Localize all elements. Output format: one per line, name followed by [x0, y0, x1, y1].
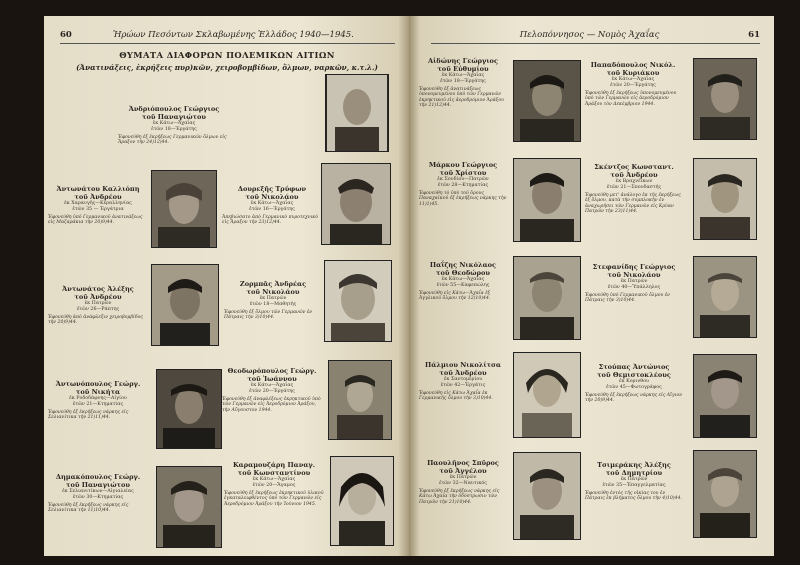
portrait-photo [330, 456, 394, 546]
right-running-head [431, 30, 760, 44]
entry-1 [48, 186, 148, 226]
entry-place: ἐκ Κάτω—Ἀχαΐας [441, 277, 485, 283]
entry-description: Ἐφονεύθη ἐξ ἐκρήξεως νάρκης εἰς Κάτω Ἀχαΐα τὴν ὁδόστρωσιν τῶν Πατρῶν τὴν 21)10)44. [419, 488, 500, 505]
entry-place: ἐκ Σουδίου—Πατρῶν [437, 177, 489, 183]
entry-age: ἐτῶν 45—Φωτογράφος [606, 384, 662, 390]
entry-age: ἐτῶν 16—Ἐργάτης [249, 206, 295, 212]
portrait-photo [324, 260, 392, 342]
entry-father: τοῦ Νικήτα [75, 387, 121, 396]
entry-age: ἐτῶν 18—Ἐργάτης [151, 126, 197, 132]
entry-father: τοῦ Ἀνδρέου [439, 368, 487, 377]
entry-description: Ἐφονεύθη ἐξ ἐκρήξεως Γερμανικῶν ὅλμων εἰς Ἄραξον τὴν 24)12)44. [118, 134, 227, 146]
entry-age: ἐτῶν 20—Ἐργάτης [249, 388, 295, 394]
entry-place: ἐκ Πατρῶν [620, 477, 648, 483]
portrait-photo [513, 256, 581, 340]
entry-father: τοῦ Κυριάκου [606, 68, 660, 77]
entry-r0 [419, 58, 507, 109]
entry-place: ἐκ Σελιανιτίκων—Αἰγιαλείας [62, 489, 134, 495]
entry-name: Παΐζης Νικόλαος [429, 261, 497, 269]
entry-father: τοῦ Ἀνδρέου [610, 170, 658, 179]
portrait-photo [328, 360, 392, 440]
entry-age: ἐτῶν 30—Κτηματίας [72, 494, 124, 500]
entry-r9 [585, 462, 683, 502]
entry-2 [222, 186, 322, 226]
entry-r1 [585, 62, 681, 107]
entry-name: Μάρκου Γεώργιος [428, 161, 498, 169]
entry-description: Ἐφονεύθη ἐντὸς τῆς οἰκίας του ἐν Πάτραις ἐκ βλήματος ὄλμου τὴν 4)10)44. [585, 490, 682, 502]
portrait-photo [513, 60, 581, 142]
entry-father: τοῦ Ἀγγέλου [439, 466, 487, 475]
entry-father: τοῦ Δημητρίου [605, 468, 663, 477]
entry-place: ἐκ Κορινθου [619, 379, 649, 385]
entry-r6 [419, 362, 507, 402]
entry-father: τοῦ Νικολάου [245, 192, 299, 201]
entry-name: Δουρεξῆς Τρύφων [237, 185, 307, 193]
entry-description: Ἐφονεύθη ὑπὸ Γερμανικοῦ ἀνατινάξεως εἰς Μαζαράκια τὴν 20)9)44. [48, 214, 143, 226]
entry-age: ἐτῶν 55—Καφεπώλης [436, 282, 490, 288]
entry-r3 [585, 164, 683, 215]
entry-place: ἐκ Κάτω—Ἀχαΐας [611, 77, 655, 83]
entry-father: τοῦ Ἰωάννου [247, 374, 297, 383]
entry-description: Ἀπεβιώσατο ἀπὸ Γερμανικὸ πυροτεχνικὸ εἰς Ἄραξον τὴν 23)12)44. [222, 214, 319, 226]
entry-father: τοῦ Παναγιώτου [142, 112, 206, 121]
entry-description: Ἐφονεύθη ἐξ ἐκρήξεως ἐκρηκτικοῦ ὑλικοῦ ἐγκαταλειφθέντος ὑπὸ τῶν Γερμανῶν εἰς Ἀεροδρόμιον Ἀράξου τὴν Ἰούνιον 1945. [224, 490, 324, 507]
entry-description: Ἐφονεύθη ὑπὸ Γερμανικοῦ ὄλμου ἐν Πάτραις τὴν 3)10)44. [585, 292, 670, 304]
portrait-photo [325, 74, 389, 152]
entry-name: Τσιμεράκης Ἀλέξης [597, 461, 671, 469]
entry-0 [118, 106, 230, 146]
entry-age: ἐτῶν 42—Ἐργάτις [440, 382, 486, 388]
entry-description: Ἐφονεύθη ἐξ ἐκρήξεως νάρκης εἰς Σελιανίτικα τὴν 11)10)44. [48, 502, 129, 514]
entry-6 [222, 368, 322, 413]
portrait-photo [156, 466, 222, 548]
entry-description: Ἐφονεύθη ἐξ ὄλμου τῶν Γερμανῶν ἐν Πάτραις τὴν 3)10)44. [224, 309, 313, 321]
right-running-title: Πελοπόννησος — Νομὸς Ἀχαΐας [519, 30, 660, 40]
portrait-photo [693, 158, 757, 240]
entry-description: Ἐφονεύθη τὸ ὑπὸ τοῦ ὅρους Παναχαϊκοῦ ἐξ ἐκρήξεως νάρκης τὴν 11)1)45. [419, 190, 507, 207]
portrait-photo [151, 170, 217, 248]
left-page [44, 16, 409, 556]
entry-age: ἐτῶν 20—Ἄγαμος [252, 482, 296, 488]
entry-father: τοῦ Εὐθυμίου [437, 64, 489, 73]
portrait-photo [151, 264, 219, 346]
portrait-photo [513, 158, 581, 242]
entry-description: Ἐφονεύθη εἰς Κάτω—Ἀχαΐα ἐξ Ἀγγλικοῦ ὄλμου τὴν 12)10)44. [419, 290, 491, 302]
entry-r5 [585, 264, 683, 304]
entry-place: ἐκ Χαραυγῆς—Κεραλληνίας [64, 201, 132, 207]
entry-place: ἐκ Σαντομερίου [443, 377, 483, 383]
entry-age: ἐτῶν 18—Μαθητής [249, 301, 297, 307]
portrait-photo [693, 354, 757, 438]
entry-description: Ἐφονεύθη εἰς Κάτω Ἀχαΐα ἐκ Γερμανικῆς ὄλμου τὴν 3)10)44. [419, 390, 493, 402]
book-spread [44, 16, 774, 556]
entry-name: Θεοδωρόπουλος Γεώργ. [227, 367, 317, 375]
entry-r2 [419, 162, 507, 207]
right-page-number: 61 [748, 30, 760, 40]
entry-name: Δημακόπουλος Γεώργ. [55, 473, 141, 481]
entry-place: ἐκ Κάτω—Ἀχαΐας [252, 477, 296, 483]
entry-name: Ἀντωνάτου Καλλιόπη [56, 185, 140, 193]
entry-place: ἐκ Πατρῶν [259, 296, 287, 302]
entry-age: ἐτῶν 21—Κτηματίας [72, 401, 124, 407]
entry-description: Ἐφονεύθη ἐξ ἐκρήξεως νάρκης εἰς Σελιανίτικα τὴν 21)11)44. [48, 409, 129, 421]
entry-name: Στούπας Ἀντώνιος [598, 363, 670, 371]
entry-5 [48, 381, 148, 421]
entry-father: τοῦ Ἀνδρέου [74, 292, 122, 301]
entry-name: Ἀντωνόπουλος Γεώργ. [55, 380, 141, 388]
entry-age: ἐτῶν 32—Ναυτικός [439, 480, 487, 486]
entry-place: ἐκ Πατρῶν [620, 279, 648, 285]
entry-name: Καραμουζάρη Παναγ. [232, 461, 316, 469]
entry-father: τοῦ Θεοδώρου [436, 268, 490, 277]
entry-father: τοῦ Χρίστου [439, 168, 487, 177]
entry-place: ἐκ Κάτω—Ἀχαΐας [250, 383, 294, 389]
entry-description: Ἐφονεύθη ἐξ ἀναφλέξεως ἐκρηκτικοῦ ὑπὸ τῶν Γερμανῶν εἰς Ἀεροδρόμιον Ἀράξου, τὴν Αὔγουστον 1944. [222, 396, 321, 413]
entry-name: Ζορμπᾶς Ἀνδρέας [239, 280, 307, 288]
entry-age: ἐτῶν 35—Ἐπαγγελματίας [602, 482, 666, 488]
entry-description: Ἐφονεύθη μετ' ἀνάλογο ἐκ τῆς ἐκρήξεως ἐξ ὄλμου, κατὰ τὴν συμπλοκὴν ἐν ἀναχωρήσει τῶν Γερμανῶν εἰς Κρύαν Πατρῶν τὴν 23)11)44. [585, 192, 681, 215]
entry-age: ἐτῶν 21—Σπουδαστής [606, 184, 662, 190]
entry-place: ἐκ Κάτω—Ἀχαΐας [441, 73, 485, 79]
entry-place: ἐκ Πατρῶν [84, 301, 112, 307]
entry-name: Ἀντωνάτος Ἀλέξης [62, 285, 134, 293]
portrait-photo [513, 352, 581, 438]
entry-father: τοῦ Νικολάου [246, 287, 300, 296]
entry-place: ἐκ Ροδοδάφνης—Αἰγίου [69, 396, 127, 402]
entry-description: Ἐφονεύθη ἐξ ἐκρήξεως νάρκης εἰς Αἴγιον τὴν 20)9)44. [585, 392, 683, 404]
entry-place: ἐκ Κάτω—Ἀχαΐας [250, 201, 294, 207]
entry-father: τοῦ Νικολάου [607, 270, 661, 279]
entry-age: ἐτῶν 18—Ἐργάτης [440, 78, 486, 84]
entry-father: τοῦ Κωνσταντίνου [237, 468, 311, 477]
entry-r4 [419, 262, 507, 302]
portrait-photo [321, 163, 391, 245]
entry-name: Παουλῆνος Σπῦρος [427, 459, 499, 467]
entry-father: τοῦ Παναγιώτου [66, 480, 130, 489]
portrait-photo [693, 256, 757, 338]
portrait-photo [693, 58, 757, 140]
entry-name: Πάλμιου Νικολίτσα [425, 361, 501, 369]
left-running-head [60, 30, 395, 44]
entry-description: Ἐφονεύθη ἐξ ἀνατινάξεως ὑπονομευμένου ὑπὸ τῶν Γερμανῶν ἐκρηκτικοῦ εἰς ἀεροδρόμιον Ἀράξου τὴν 21)12)44. [419, 86, 504, 109]
entry-name: Στεφανίδης Γεώργιος [592, 263, 676, 271]
entry-description: Ἐφονεύθη ἀπὸ ἀνάφλεξιν χειροβομβίδος τὴν 20)9)44. [48, 314, 143, 326]
entry-3 [48, 286, 148, 326]
portrait-photo [513, 452, 581, 540]
left-page-number: 60 [60, 30, 72, 40]
entry-name: Σκέντζος Κωνσταντ. [594, 163, 674, 171]
left-running-title: Ἡρώων Πεσόντων Σκλαβωμένης Ἑλλάδος 1940—1945. [112, 30, 354, 40]
entry-age: ἐτῶν 26—Ράπτης [76, 306, 120, 312]
entry-age: ἐτῶν 28—Κτηματίας [437, 182, 489, 188]
entry-8 [224, 462, 324, 507]
entry-place: ἐκ Βραχνέϊκων [615, 179, 653, 185]
entry-father: τοῦ Θεμιστοκλέους [597, 370, 671, 379]
entry-name: Αἰδώνης Γεώργιος [428, 57, 498, 65]
portrait-photo [693, 450, 757, 538]
entry-7 [48, 474, 148, 514]
entry-r7 [585, 364, 683, 404]
entry-description: Ἐφονεύθη ἐξ ἐκρήξεως ὑπονομευμένου ὑπὸ τῶν Γερμανῶν εἰς ἀεροδρόμιον Ἀράξου τὸν Δεκέμβριον 1944. [585, 90, 677, 107]
right-page [409, 16, 774, 556]
entry-place: ἐκ Πατρῶν [449, 475, 477, 481]
entry-name: Ἀνδριόπουλος Γεώργιος [128, 105, 220, 113]
entry-age: ἐτῶν 40—Ὑπάλληλος [607, 284, 661, 290]
entry-4 [224, 281, 322, 321]
portrait-photo [156, 369, 222, 449]
section-title: ΘΥΜΑΤΑ ΔΙΑΦΟΡΩΝ ΠΟΛΕΜΙΚΩΝ ΑΙΤΙΩΝ [119, 50, 335, 60]
entry-place: ἐκ Κάτω—Ἀχαΐας [152, 121, 196, 127]
entry-name: Παπαδόπουλος Νικόλ. [590, 61, 676, 69]
entry-age: ἐτῶν 20—Ἐργάτης [610, 82, 656, 88]
entry-r8 [419, 460, 507, 505]
entry-age: ἐτῶν 35 — Ἐργάτρια [72, 206, 124, 212]
section-subtitle: (Ἀνατινάξεις, ἐκρήξεις πυρ)κῶν, χειροβομβίδων, ὅλμων, ναρκῶν, κ.τ.λ.) [76, 63, 378, 72]
entry-father: τοῦ Ἀνδρέου [74, 192, 122, 201]
